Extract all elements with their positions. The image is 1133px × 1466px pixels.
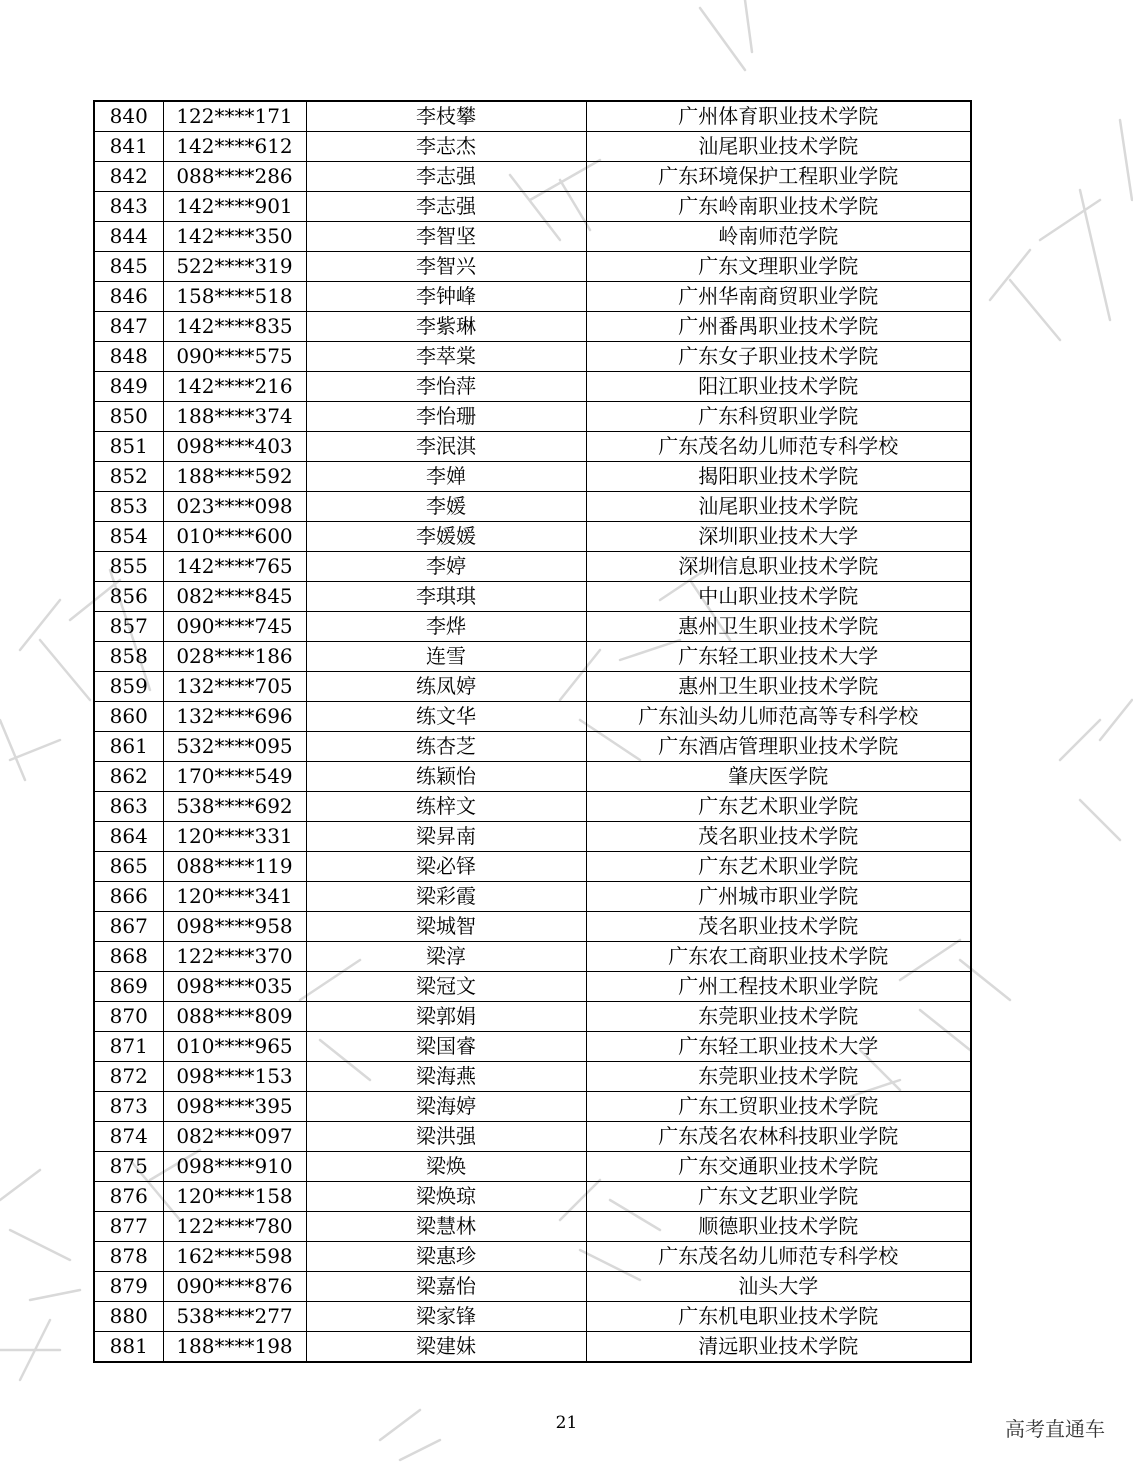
- row-index: 855: [94, 552, 163, 582]
- student-name: 李媛: [306, 492, 586, 522]
- row-index: 872: [94, 1062, 163, 1092]
- table-row: [94, 912, 971, 942]
- table-row: [94, 312, 971, 342]
- exam-number: 010****965: [163, 1032, 306, 1062]
- exam-number: 088****809: [163, 1002, 306, 1032]
- exam-number: 142****350: [163, 222, 306, 252]
- school-name: 惠州卫生职业技术学院: [586, 612, 971, 642]
- student-name: 李萃棠: [306, 342, 586, 372]
- table-row: [94, 1242, 971, 1272]
- school-name: 广东岭南职业技术学院: [586, 192, 971, 222]
- exam-number: 162****598: [163, 1242, 306, 1272]
- table-body: [94, 101, 971, 1362]
- school-name: 广东工贸职业技术学院: [586, 1092, 971, 1122]
- table-row: [94, 1032, 971, 1062]
- table-row: [94, 101, 971, 132]
- exam-number: 532****095: [163, 732, 306, 762]
- student-name: 梁洪强: [306, 1122, 586, 1152]
- table-row: [94, 732, 971, 762]
- student-name: 李婵: [306, 462, 586, 492]
- row-index: 852: [94, 462, 163, 492]
- row-index: 867: [94, 912, 163, 942]
- school-name: 深圳信息职业技术学院: [586, 552, 971, 582]
- exam-number: 023****098: [163, 492, 306, 522]
- row-index: 863: [94, 792, 163, 822]
- school-name: 广州城市职业学院: [586, 882, 971, 912]
- table-row: [94, 252, 971, 282]
- school-name: 广东酒店管理职业技术学院: [586, 732, 971, 762]
- school-name: 岭南师范学院: [586, 222, 971, 252]
- exam-number: 188****592: [163, 462, 306, 492]
- student-name: 李琪琪: [306, 582, 586, 612]
- row-index: 873: [94, 1092, 163, 1122]
- row-index: 840: [94, 101, 163, 132]
- row-index: 869: [94, 972, 163, 1002]
- row-index: 865: [94, 852, 163, 882]
- table-row: [94, 852, 971, 882]
- school-name: 广东农工商职业技术学院: [586, 942, 971, 972]
- row-index: 880: [94, 1302, 163, 1332]
- school-name: 汕尾职业技术学院: [586, 132, 971, 162]
- row-index: 842: [94, 162, 163, 192]
- table-row: [94, 582, 971, 612]
- table-row: [94, 132, 971, 162]
- school-name: 广东轻工职业技术大学: [586, 1032, 971, 1062]
- exam-number: 188****198: [163, 1332, 306, 1363]
- school-name: 揭阳职业技术学院: [586, 462, 971, 492]
- row-index: 878: [94, 1242, 163, 1272]
- admission-table: [93, 100, 972, 1363]
- exam-number: 098****153: [163, 1062, 306, 1092]
- row-index: 848: [94, 342, 163, 372]
- exam-number: 082****845: [163, 582, 306, 612]
- student-name: 梁淳: [306, 942, 586, 972]
- row-index: 856: [94, 582, 163, 612]
- table-row: [94, 1062, 971, 1092]
- table-row: [94, 1272, 971, 1302]
- school-name: 广东文艺职业学院: [586, 1182, 971, 1212]
- row-index: 864: [94, 822, 163, 852]
- row-index: 861: [94, 732, 163, 762]
- school-name: 广东科贸职业学院: [586, 402, 971, 432]
- exam-number: 122****780: [163, 1212, 306, 1242]
- table-row: [94, 342, 971, 372]
- table-row: [94, 942, 971, 972]
- table-row: [94, 402, 971, 432]
- exam-number: 120****158: [163, 1182, 306, 1212]
- student-name: 梁彩霞: [306, 882, 586, 912]
- table-row: [94, 492, 971, 522]
- school-name: 广州华南商贸职业学院: [586, 282, 971, 312]
- school-name: 广东女子职业技术学院: [586, 342, 971, 372]
- exam-number: 188****374: [163, 402, 306, 432]
- school-name: 汕头大学: [586, 1272, 971, 1302]
- student-name: 梁家锋: [306, 1302, 586, 1332]
- student-name: 李智兴: [306, 252, 586, 282]
- student-name: 练杏芝: [306, 732, 586, 762]
- table-row: [94, 222, 971, 252]
- student-name: 梁建妹: [306, 1332, 586, 1363]
- student-name: 梁郭娟: [306, 1002, 586, 1032]
- table-row: [94, 1302, 971, 1332]
- row-index: 874: [94, 1122, 163, 1152]
- student-name: 梁昇南: [306, 822, 586, 852]
- table-row: [94, 372, 971, 402]
- exam-number: 142****835: [163, 312, 306, 342]
- exam-number: 098****395: [163, 1092, 306, 1122]
- school-name: 汕尾职业技术学院: [586, 492, 971, 522]
- exam-number: 090****876: [163, 1272, 306, 1302]
- student-name: 李烨: [306, 612, 586, 642]
- row-index: 881: [94, 1332, 163, 1363]
- exam-number: 122****370: [163, 942, 306, 972]
- table-row: [94, 1332, 971, 1363]
- school-name: 广州番禺职业技术学院: [586, 312, 971, 342]
- row-index: 876: [94, 1182, 163, 1212]
- row-index: 849: [94, 372, 163, 402]
- exam-number: 142****216: [163, 372, 306, 402]
- row-index: 843: [94, 192, 163, 222]
- school-name: 顺德职业技术学院: [586, 1212, 971, 1242]
- exam-number: 088****286: [163, 162, 306, 192]
- student-name: 练凤婷: [306, 672, 586, 702]
- student-name: 李怡萍: [306, 372, 586, 402]
- student-name: 李智坚: [306, 222, 586, 252]
- school-name: 阳江职业技术学院: [586, 372, 971, 402]
- table-row: [94, 522, 971, 552]
- student-name: 练颖怡: [306, 762, 586, 792]
- table-row: [94, 1092, 971, 1122]
- student-name: 李志强: [306, 192, 586, 222]
- student-name: 李泯淇: [306, 432, 586, 462]
- exam-number: 090****745: [163, 612, 306, 642]
- school-name: 广东环境保护工程职业学院: [586, 162, 971, 192]
- exam-number: 142****901: [163, 192, 306, 222]
- table-row: [94, 612, 971, 642]
- table-row: [94, 1122, 971, 1152]
- exam-number: 098****035: [163, 972, 306, 1002]
- student-name: 梁海婷: [306, 1092, 586, 1122]
- school-name: 广东茂名农林科技职业学院: [586, 1122, 971, 1152]
- student-name: 李志强: [306, 162, 586, 192]
- row-index: 875: [94, 1152, 163, 1182]
- school-name: 广东轻工职业技术大学: [586, 642, 971, 672]
- student-name: 李枝攀: [306, 101, 586, 132]
- table-row: [94, 282, 971, 312]
- student-name: 李紫琳: [306, 312, 586, 342]
- table-row: [94, 792, 971, 822]
- row-index: 862: [94, 762, 163, 792]
- table-row: [94, 882, 971, 912]
- exam-number: 120****331: [163, 822, 306, 852]
- row-index: 879: [94, 1272, 163, 1302]
- row-index: 866: [94, 882, 163, 912]
- student-name: 连雪: [306, 642, 586, 672]
- exam-number: 538****277: [163, 1302, 306, 1332]
- school-name: 广州工程技术职业学院: [586, 972, 971, 1002]
- row-index: 868: [94, 942, 163, 972]
- brand-label: 高考直通车: [1005, 1417, 1105, 1441]
- exam-number: 132****705: [163, 672, 306, 702]
- student-name: 梁冠文: [306, 972, 586, 1002]
- table-row: [94, 1152, 971, 1182]
- row-index: 877: [94, 1212, 163, 1242]
- school-name: 广东茂名幼儿师范专科学校: [586, 1242, 971, 1272]
- exam-number: 158****518: [163, 282, 306, 312]
- school-name: 广东茂名幼儿师范专科学校: [586, 432, 971, 462]
- table-row: [94, 1002, 971, 1032]
- exam-number: 082****097: [163, 1122, 306, 1152]
- exam-number: 098****958: [163, 912, 306, 942]
- row-index: 870: [94, 1002, 163, 1032]
- student-name: 梁惠珍: [306, 1242, 586, 1272]
- school-name: 广东文理职业学院: [586, 252, 971, 282]
- row-index: 851: [94, 432, 163, 462]
- row-index: 846: [94, 282, 163, 312]
- student-name: 练梓文: [306, 792, 586, 822]
- school-name: 清远职业技术学院: [586, 1332, 971, 1363]
- table-row: [94, 462, 971, 492]
- student-name: 练文华: [306, 702, 586, 732]
- exam-number: 522****319: [163, 252, 306, 282]
- student-name: 李钟峰: [306, 282, 586, 312]
- table-row: [94, 762, 971, 792]
- school-name: 惠州卫生职业技术学院: [586, 672, 971, 702]
- table-row: [94, 162, 971, 192]
- student-name: 梁焕: [306, 1152, 586, 1182]
- school-name: 广东交通职业技术学院: [586, 1152, 971, 1182]
- exam-number: 098****403: [163, 432, 306, 462]
- row-index: 859: [94, 672, 163, 702]
- student-name: 梁焕琼: [306, 1182, 586, 1212]
- exam-number: 028****186: [163, 642, 306, 672]
- exam-number: 098****910: [163, 1152, 306, 1182]
- student-name: 梁海燕: [306, 1062, 586, 1092]
- exam-number: 010****600: [163, 522, 306, 552]
- page-number: 21: [555, 1413, 578, 1433]
- row-index: 853: [94, 492, 163, 522]
- table-row: [94, 702, 971, 732]
- table-row: [94, 552, 971, 582]
- table-row: [94, 1182, 971, 1212]
- row-index: 858: [94, 642, 163, 672]
- school-name: 广州体育职业技术学院: [586, 101, 971, 132]
- row-index: 850: [94, 402, 163, 432]
- student-name: 梁必铎: [306, 852, 586, 882]
- school-name: 广东艺术职业学院: [586, 852, 971, 882]
- exam-number: 122****171: [163, 101, 306, 132]
- school-name: 东莞职业技术学院: [586, 1062, 971, 1092]
- school-name: 肇庆医学院: [586, 762, 971, 792]
- student-name: 梁嘉怡: [306, 1272, 586, 1302]
- row-index: 854: [94, 522, 163, 552]
- student-name: 李婷: [306, 552, 586, 582]
- school-name: 茂名职业技术学院: [586, 822, 971, 852]
- student-name: 梁城智: [306, 912, 586, 942]
- exam-number: 170****549: [163, 762, 306, 792]
- student-name: 李志杰: [306, 132, 586, 162]
- row-index: 871: [94, 1032, 163, 1062]
- table-row: [94, 432, 971, 462]
- school-name: 广东艺术职业学院: [586, 792, 971, 822]
- table-row: [94, 642, 971, 672]
- row-index: 841: [94, 132, 163, 162]
- row-index: 844: [94, 222, 163, 252]
- row-index: 857: [94, 612, 163, 642]
- exam-number: 132****696: [163, 702, 306, 732]
- table-row: [94, 672, 971, 702]
- student-name: 梁国睿: [306, 1032, 586, 1062]
- school-name: 茂名职业技术学院: [586, 912, 971, 942]
- school-name: 广东汕头幼儿师范高等专科学校: [586, 702, 971, 732]
- school-name: 中山职业技术学院: [586, 582, 971, 612]
- table-row: [94, 192, 971, 222]
- school-name: 深圳职业技术大学: [586, 522, 971, 552]
- table-row: [94, 1212, 971, 1242]
- table-row: [94, 822, 971, 852]
- student-name: 李怡珊: [306, 402, 586, 432]
- exam-number: 088****119: [163, 852, 306, 882]
- exam-number: 142****765: [163, 552, 306, 582]
- student-name: 李媛媛: [306, 522, 586, 552]
- row-index: 845: [94, 252, 163, 282]
- school-name: 广东机电职业技术学院: [586, 1302, 971, 1332]
- table-row: [94, 972, 971, 1002]
- row-index: 860: [94, 702, 163, 732]
- school-name: 东莞职业技术学院: [586, 1002, 971, 1032]
- exam-number: 120****341: [163, 882, 306, 912]
- exam-number: 142****612: [163, 132, 306, 162]
- student-name: 梁慧林: [306, 1212, 586, 1242]
- row-index: 847: [94, 312, 163, 342]
- exam-number: 538****692: [163, 792, 306, 822]
- exam-number: 090****575: [163, 342, 306, 372]
